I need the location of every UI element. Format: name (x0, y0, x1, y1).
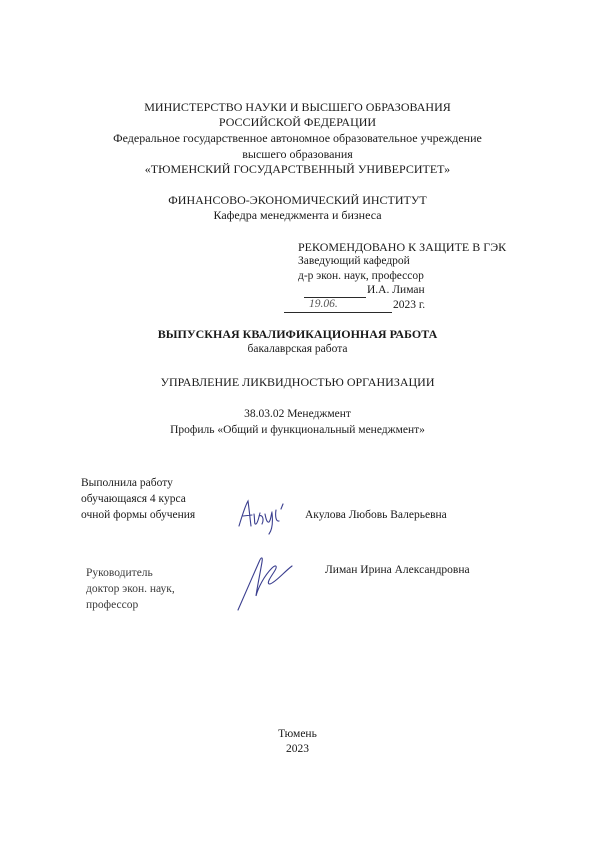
student-name: Акулова Любовь Валерьевна (305, 509, 447, 521)
institute-name: ФИНАНСОВО-ЭКОНОМИЧЕСКИЙ ИНСТИТУТ (168, 193, 427, 207)
approval-head-name: И.А. Лиман (367, 284, 425, 296)
footer-year: 2023 (286, 743, 309, 755)
student-label-1: Выполнила работу (81, 477, 173, 489)
institution-line-1: Федеральное государственное автономное образовательное учреждение (113, 131, 482, 145)
ministry-line-2: РОССИЙСКОЙ ФЕДЕРАЦИИ (218, 115, 377, 129)
specialty-code: 38.03.02 Менеджмент (244, 408, 351, 420)
student-label-2: обучающаяся 4 курса (81, 493, 186, 505)
student-label-3: очной формы обучения (81, 509, 196, 521)
supervisor-label-2: доктор экон. наук, (86, 583, 175, 595)
footer-city: Тюмень (278, 728, 317, 740)
supervisor-signature (232, 548, 298, 614)
student-signature (236, 496, 292, 538)
approval-year: 2023 г. (393, 299, 426, 311)
supervisor-label-3: профессор (86, 599, 139, 611)
university-name: «ТЮМЕНСКИЙ ГОСУДАРСТВЕННЫЙ УНИВЕРСИТЕТ» (144, 162, 451, 176)
approval-date-line (284, 312, 392, 313)
institution-line-2: высшего образования (242, 147, 353, 161)
profile-name: Профиль «Общий и функциональный менеджмент» (170, 424, 425, 436)
work-title: УПРАВЛЕНИЕ ЛИКВИДНОСТЬЮ ОРГАНИЗАЦИИ (160, 375, 435, 389)
approval-role: Заведующий кафедрой (298, 255, 410, 267)
supervisor-label-1: Руководитель (86, 567, 153, 579)
supervisor-name: Лиман Ирина Александровна (325, 564, 470, 576)
ministry-line-1: МИНИСТЕРСТВО НАУКИ И ВЫСШЕГО ОБРАЗОВАНИЯ (144, 100, 451, 114)
department-name: Кафедра менеджмента и бизнеса (213, 208, 382, 222)
work-type: ВЫПУСКНАЯ КВАЛИФИКАЦИОННАЯ РАБОТА (157, 327, 438, 341)
approval-title: РЕКОМЕНДОВАНО К ЗАЩИТЕ В ГЭК (298, 240, 507, 254)
approval-degree: д-р экон. наук, профессор (298, 270, 424, 282)
work-subtype: бакалаврская работа (247, 343, 348, 355)
approval-date-handwritten: 19.06. (309, 298, 338, 310)
